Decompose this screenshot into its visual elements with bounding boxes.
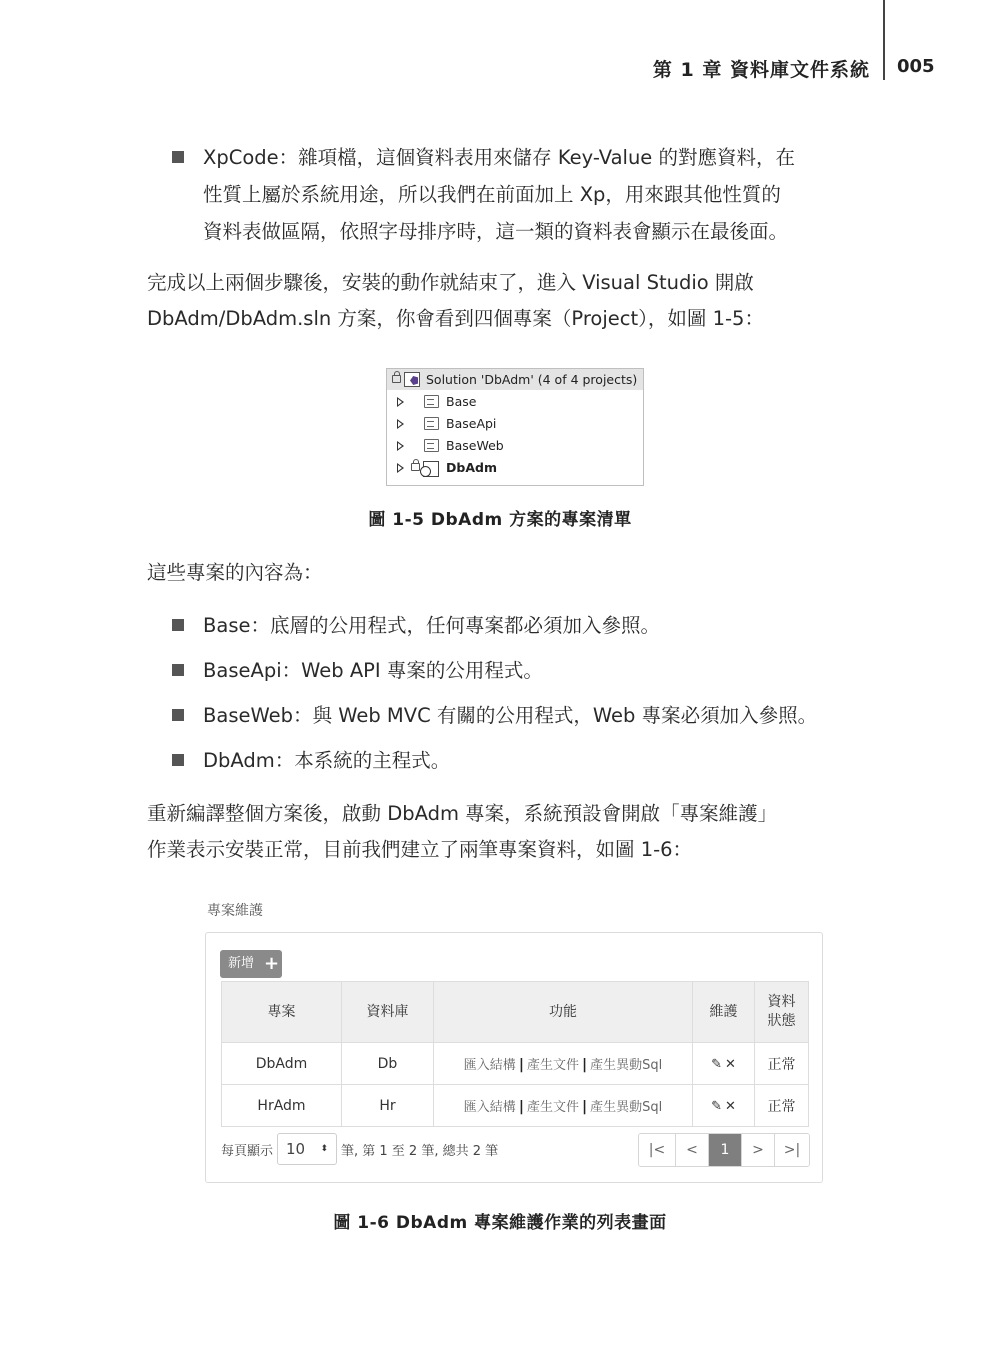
solution-explorer [386,368,644,486]
delete-x-icon[interactable]: ✕ [725,1056,736,1072]
table-header-row [222,982,809,1043]
paragraph: 這些專案的內容為： [147,561,323,584]
project-label: BaseWeb [446,438,504,453]
fn-separator: | [518,1057,524,1073]
paragraph-line: DbAdm/DbAdm.sln 方案，你會看到四個專案（Project），如圖 1-5： [147,307,764,330]
pencil-icon[interactable]: ✎ [711,1098,722,1114]
expand-arrow-icon[interactable] [397,441,404,451]
add-button[interactable] [220,950,282,978]
bullet-square-icon [172,754,184,766]
bullet-text: BaseWeb：與 Web MVC 有關的公用程式，Web 專案必須加入參照。 [203,704,818,727]
updown-arrow-icon: ⬍ [320,1144,328,1154]
project-label: Base [446,394,477,409]
column-header-project[interactable]: 專案 [222,982,342,1043]
header-divider [883,0,885,80]
import-schema-link[interactable]: 匯入結構 [463,1058,516,1073]
expand-arrow-icon[interactable] [397,419,404,429]
first-page-button[interactable]: |< [639,1134,676,1166]
figure-caption: 圖 1-6 DbAdm 專案維護作業的列表畫面 [333,1213,667,1233]
solution-node[interactable] [387,369,643,390]
prev-page-button[interactable]: < [676,1134,709,1166]
pagination [638,1133,810,1167]
plus-icon: + [264,953,280,974]
lock-icon [392,375,401,383]
solution-label: Solution 'DbAdm' (4 of 4 projects) [426,372,638,387]
paragraph-line: 作業表示安裝正常，目前我們建立了兩筆專案資料，如圖 1-6： [147,838,693,861]
cell-project: DbAdm [222,1043,342,1085]
bullet-xpcode [172,139,892,250]
bullet-line: 性質上屬於系統用途，所以我們在前面加上 Xp，用來跟其他性質的 [203,183,781,206]
cell-maintain [693,1085,755,1127]
bullet-item [172,742,892,779]
status-header-line: 資料 [767,994,796,1010]
pencil-icon[interactable]: ✎ [711,1056,722,1072]
project-label: BaseApi [446,416,497,431]
page-size-select[interactable] [277,1133,337,1165]
cell-status: 正常 [755,1085,809,1127]
last-page-button[interactable]: >| [775,1134,809,1166]
table-row [222,1085,809,1127]
project-label: DbAdm [446,460,497,475]
cell-project: HrAdm [222,1085,342,1127]
bullet-item [172,697,892,734]
column-header-database[interactable]: 資料庫 [342,982,434,1043]
bullet-line: 資料表做區隔，依照字母排序時，這一類的資料表會顯示在最後面。 [203,220,789,243]
solution-icon [404,372,420,387]
expand-arrow-icon[interactable] [397,463,404,473]
chapter-title: 第 1 章 資料庫文件系統 [652,59,870,81]
delete-x-icon[interactable]: ✕ [725,1098,736,1114]
cell-functions [434,1085,693,1127]
project-icon [424,417,439,430]
page-size-value: 10 [286,1140,306,1158]
cell-maintain [693,1043,755,1085]
column-header-function: 功能 [434,982,693,1043]
project-table [221,981,809,1127]
next-page-button[interactable]: > [742,1134,775,1166]
web-project-icon [423,461,439,477]
bullet-line: XpCode：雜項檔，這個資料表用來儲存 Key-Value 的對應資料，在 [203,146,796,169]
bullet-text: DbAdm：本系統的主程式。 [203,749,451,772]
bullet-square-icon [172,664,184,676]
status-header-line: 狀態 [767,1013,796,1029]
generate-sql-link[interactable]: 產生異動Sql [590,1058,663,1073]
page-size-label: 每頁顯示 [221,1144,274,1159]
cell-database: Db [342,1043,434,1085]
fn-separator: | [581,1057,588,1073]
project-icon [424,395,439,408]
bullet-item [172,652,892,689]
bullet-text: BaseApi：Web API 專案的公用程式。 [203,659,543,682]
table-row [222,1043,809,1085]
ui-page-title: 專案維護 [207,903,263,919]
bullet-square-icon [172,709,184,721]
bullet-item [172,607,892,644]
fn-separator: | [518,1099,524,1115]
project-node-dbadm[interactable] [387,457,643,478]
generate-doc-link[interactable]: 產生文件 [526,1058,579,1073]
bullet-square-icon [172,151,184,163]
paragraph-line: 完成以上兩個步驟後，安裝的動作就結束了，進入 Visual Studio 開啟 [147,271,754,294]
generate-doc-link[interactable]: 產生文件 [526,1100,579,1115]
project-node-baseweb[interactable] [387,435,643,456]
bullet-square-icon [172,619,184,631]
cell-status: 正常 [755,1043,809,1085]
column-header-maintain: 維護 [693,982,755,1043]
record-info: 筆, 第 1 至 2 筆, 總共 2 筆 [341,1144,499,1159]
add-button-label: 新增 [228,956,255,971]
fn-separator: | [581,1099,588,1115]
generate-sql-link[interactable]: 產生異動Sql [590,1100,663,1115]
page-1-button[interactable]: 1 [709,1134,742,1166]
bullet-text: Base：底層的公用程式，任何專案都必須加入參照。 [203,614,660,637]
project-node-base[interactable] [387,391,643,412]
figure-caption: 圖 1-5 DbAdm 方案的專案清單 [368,510,632,530]
cell-database: Hr [342,1085,434,1127]
project-icon [424,439,439,452]
import-schema-link[interactable]: 匯入結構 [463,1100,516,1115]
paragraph-line: 重新編譯整個方案後，啟動 DbAdm 專案，系統預設會開啟「專案維護」 [147,802,778,825]
project-node-baseapi[interactable] [387,413,643,434]
lock-icon [411,463,420,471]
expand-arrow-icon[interactable] [397,397,404,407]
cell-functions [434,1043,693,1085]
page-number: 005 [897,56,935,77]
column-header-status[interactable] [755,982,809,1043]
